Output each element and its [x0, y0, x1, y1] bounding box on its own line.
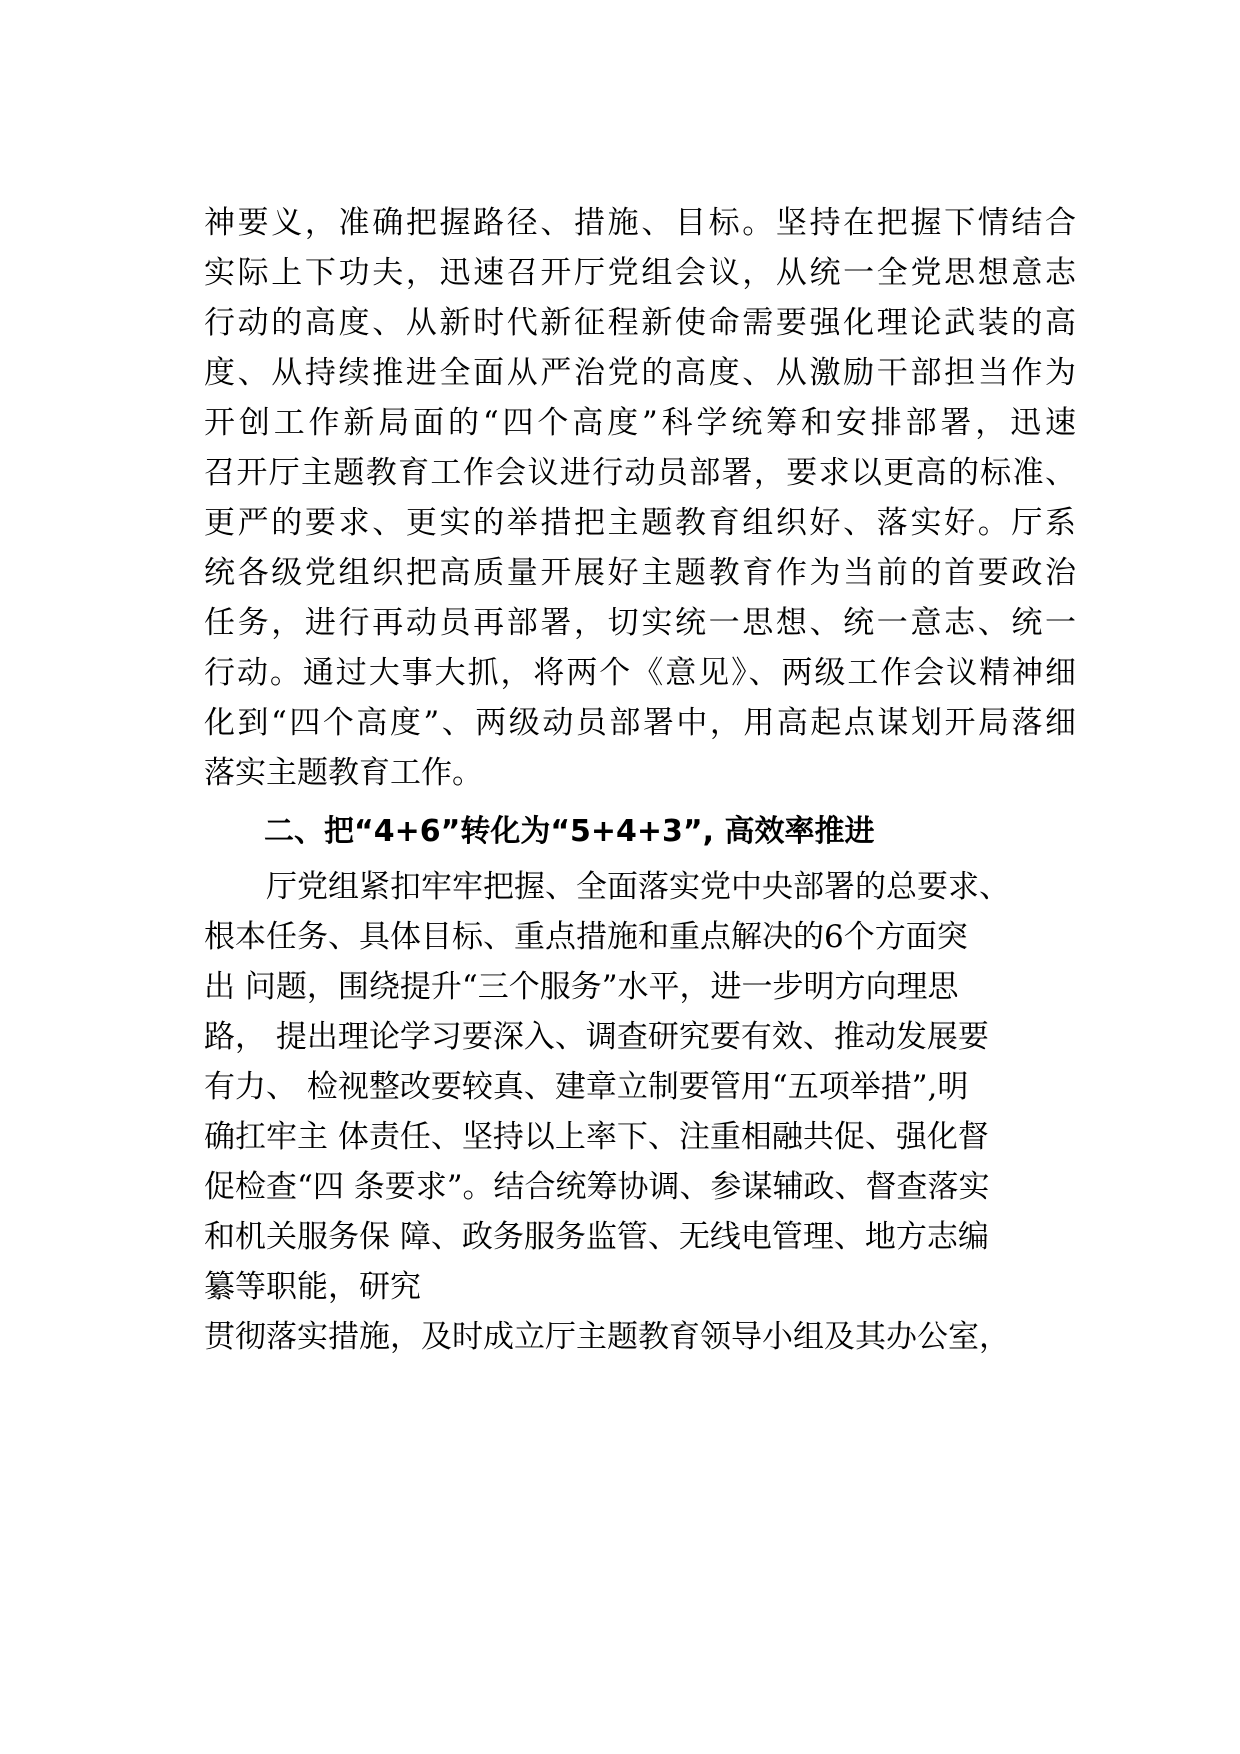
paragraph-line: 贯彻落实措施，及时成立厅主题教育领导小组及其办公室， [204, 1319, 1010, 1355]
paragraph-line: 更严的要求、更实的举措把主题教育组织好、落实好。厅系 [204, 505, 1076, 541]
paragraph-line: 路， 提出理论学习要深入、调查研究要有效、推动发展要 [204, 1019, 989, 1055]
paragraph-line: 和机关服务保 障、政务服务监管、无线电管理、地方志编 [204, 1219, 989, 1255]
paragraph-line: 有力、 检视整改要较真、建章立制要管用“五项举措”,明 [204, 1069, 969, 1105]
paragraph-line: 开创工作新局面的“四个高度”科学统筹和安排部署，迅速 [204, 405, 1076, 441]
paragraph-line: 纂等职能，研究 [204, 1269, 421, 1305]
paragraph-line: 出 问题，围绕提升“三个服务”水平，进一步明方向理思 [204, 969, 959, 1005]
paragraph-line: 任务，进行再动员再部署，切实统一思想、统一意志、统一 [204, 605, 1076, 641]
paragraph-line: 行动的高度、从新时代新征程新使命需要强化理论武装的高 [204, 305, 1076, 341]
paragraph-line: 行动。通过大事大抓，将两个《意见》、两级工作会议精神细 [204, 655, 1076, 691]
paragraph-line: 促检查“四 条要求”。结合统筹协调、参谋辅政、督查落实 [204, 1169, 990, 1205]
paragraph-line: 根本任务、具体目标、重点措施和重点解决的6个方面突 [204, 919, 968, 955]
paragraph-line: 厅党组紧扣牢牢把握、全面落实党中央部署的总要求、 [266, 869, 1010, 905]
paragraph-line: 实际上下功夫，迅速召开厅党组会议，从统一全党思想意志 [204, 255, 1076, 291]
paragraph-line: 化到“四个高度”、两级动员部署中，用高起点谋划开局落细 [204, 705, 1076, 741]
paragraph-line: 度、从持续推进全面从严治党的高度、从激励干部担当作为 [204, 355, 1076, 391]
paragraph-line: 神要义，准确把握路径、措施、目标。坚持在把握下情结合 [204, 205, 1076, 241]
section-heading: 二、把“4+6”转化为“5+4+3”, 高效率推进 [264, 814, 875, 849]
paragraph-line: 召开厅主题教育工作会议进行动员部署，要求以更高的标准、 [204, 455, 1076, 491]
paragraph-line: 统各级党组织把高质量开展好主题教育作为当前的首要政治 [204, 555, 1076, 591]
paragraph-line: 落实主题教育工作。 [204, 755, 483, 791]
paragraph-line: 确扛牢主 体责任、坚持以上率下、注重相融共促、强化督 [204, 1119, 989, 1155]
